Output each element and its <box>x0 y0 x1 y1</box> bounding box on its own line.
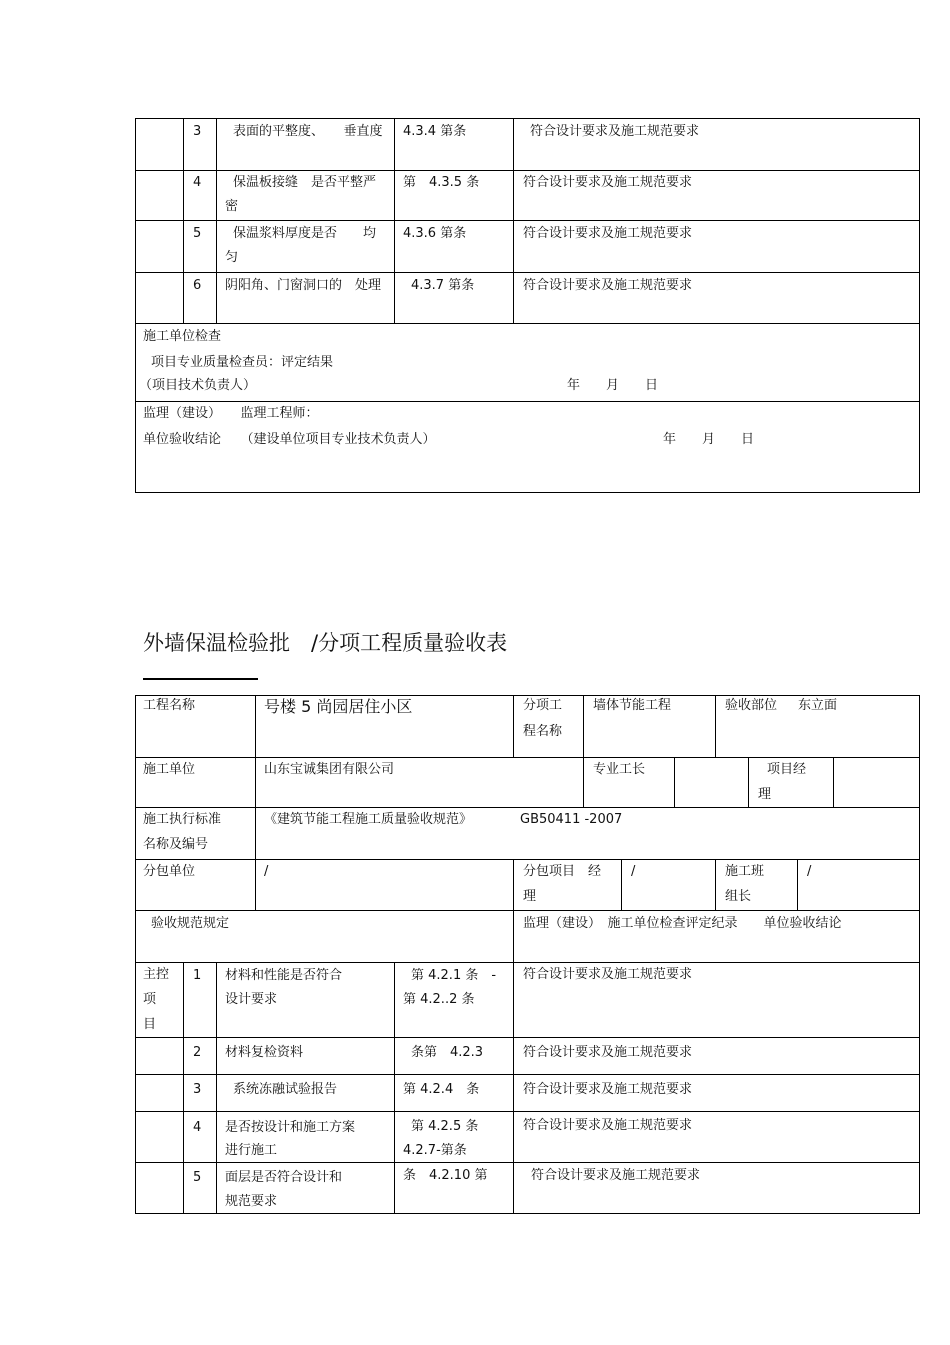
row-item-line2: 设计要求 <box>225 992 278 1007</box>
check-date: 年 月 日 <box>567 378 659 393</box>
row-result: 符合设计要求及施工规范要求 <box>523 1045 693 1060</box>
row-item: 阴阳角、门窗洞口的 处理 <box>225 278 382 293</box>
row-clause: 第 4.2.5 条 <box>411 1119 479 1134</box>
manager-label-2: 理 <box>758 787 772 802</box>
row-clause-line2: 第 4.2..2 条 <box>403 992 475 1007</box>
row-item-line2: 规范要求 <box>225 1194 278 1209</box>
row-number: 5 <box>193 226 202 241</box>
row-result: 符合设计要求及施工规范要求 <box>530 124 700 139</box>
sub-project-label: 分项工 <box>523 698 563 713</box>
row-number: 3 <box>193 1082 202 1097</box>
sub-manager-label: 分包项目 经 <box>523 864 602 879</box>
accept-part-value: 东立面 <box>798 698 838 713</box>
standard-code: GB50411 -2007 <box>520 812 623 827</box>
row-item: 是否按设计和施工方案 <box>225 1120 356 1135</box>
row-item: 保温板接缝 是否平整严密 <box>225 175 377 214</box>
standard-label-2: 名称及编号 <box>143 837 209 852</box>
team-leader-label-2: 组长 <box>725 889 752 904</box>
construction-check-label: 施工单位检查 <box>143 329 222 344</box>
row-clause: 4.3.4 第条 <box>403 124 467 139</box>
builder-value: 山东宝诚集团有限公司 <box>264 762 395 777</box>
row-clause: 第 4.2.1 条 - <box>411 968 497 983</box>
subcontract-value: / <box>264 864 269 879</box>
team-leader-label: 施工班 <box>725 864 765 879</box>
inspector-label: 项目专业质量检查员：评定结果 <box>151 355 334 370</box>
row-result: 符合设计要求及施工规范要求 <box>523 278 693 293</box>
row-clause: 条 4.2.10 第 <box>403 1168 488 1183</box>
main-control-label-2: 项 <box>143 992 157 1007</box>
row-number: 1 <box>193 968 202 983</box>
row-item: 材料和性能是否符合 <box>225 968 343 983</box>
main-control-label-3: 目 <box>143 1017 157 1032</box>
row-result: 符合设计要求及施工规范要求 <box>523 175 693 190</box>
subcontract-label: 分包单位 <box>143 864 196 879</box>
row-clause: 条第 4.2.3 <box>411 1045 484 1060</box>
accept-part-label: 验收部位 <box>725 698 778 713</box>
row-item: 面层是否符合设计和 <box>225 1170 343 1185</box>
acceptance-conclusion-label: 单位验收结论 （建设单位项目专业技术负责人） <box>143 432 436 447</box>
sub-project-value: 墙体节能工程 <box>593 698 672 713</box>
spec-label: 验收规范规定 <box>151 916 230 931</box>
page-title: 外墙保温检验批 /分项工程质量验收表 <box>143 631 508 655</box>
builder-label: 施工单位 <box>143 762 196 777</box>
supervision-date: 年 月 日 <box>663 432 755 447</box>
row-number: 4 <box>193 175 202 190</box>
title-underline <box>143 678 258 680</box>
sub-project-label-2: 程名称 <box>523 724 563 739</box>
foreman-label: 专业工长 <box>593 762 646 777</box>
row-clause-line2: 4.2.7-第条 <box>403 1143 467 1158</box>
row-item: 系统冻融试验报告 <box>233 1082 338 1097</box>
row-clause: 4.3.7 第条 <box>411 278 475 293</box>
row-number: 3 <box>193 124 202 139</box>
supervision-header: 监理（建设） 施工单位检查评定纪录 单位验收结论 <box>523 916 842 931</box>
row-item: 材料复检资料 <box>225 1045 304 1060</box>
supervision-label: 监理（建设） 监理工程师： <box>143 406 319 421</box>
row-result: 符合设计要求及施工规范要求 <box>523 1118 693 1133</box>
team-leader-value: / <box>807 864 812 879</box>
tech-lead-label: （项目技术负责人） <box>139 378 257 393</box>
row-number: 5 <box>193 1170 202 1185</box>
row-result: 符合设计要求及施工规范要求 <box>523 967 693 982</box>
row-result: 符合设计要求及施工规范要求 <box>531 1168 701 1183</box>
row-item: 表面的平整度、 垂直度 <box>233 124 383 139</box>
project-name-label: 工程名称 <box>143 698 196 713</box>
main-control-label: 主控 <box>143 967 170 982</box>
row-clause: 第 4.3.5 条 <box>403 175 480 190</box>
row-item: 保温浆料厚度是否 均匀 <box>225 226 377 265</box>
sub-manager-label-2: 理 <box>523 889 537 904</box>
standard-name: 《建筑节能工程施工质量验收规范》 <box>264 812 473 827</box>
standard-label: 施工执行标准 <box>143 812 222 827</box>
row-clause: 4.3.6 第条 <box>403 226 467 241</box>
row-clause: 第 4.2.4 条 <box>403 1082 480 1097</box>
row-number: 6 <box>193 278 202 293</box>
manager-label: 项目经 <box>767 762 807 777</box>
sub-manager-value: / <box>631 864 636 879</box>
row-result: 符合设计要求及施工规范要求 <box>523 1082 693 1097</box>
row-number: 4 <box>193 1120 202 1135</box>
row-item-line2: 进行施工 <box>225 1143 278 1158</box>
row-result: 符合设计要求及施工规范要求 <box>523 226 693 241</box>
row-number: 2 <box>193 1045 202 1060</box>
project-name-value: 号楼 5 尚园居住小区 <box>264 697 413 716</box>
